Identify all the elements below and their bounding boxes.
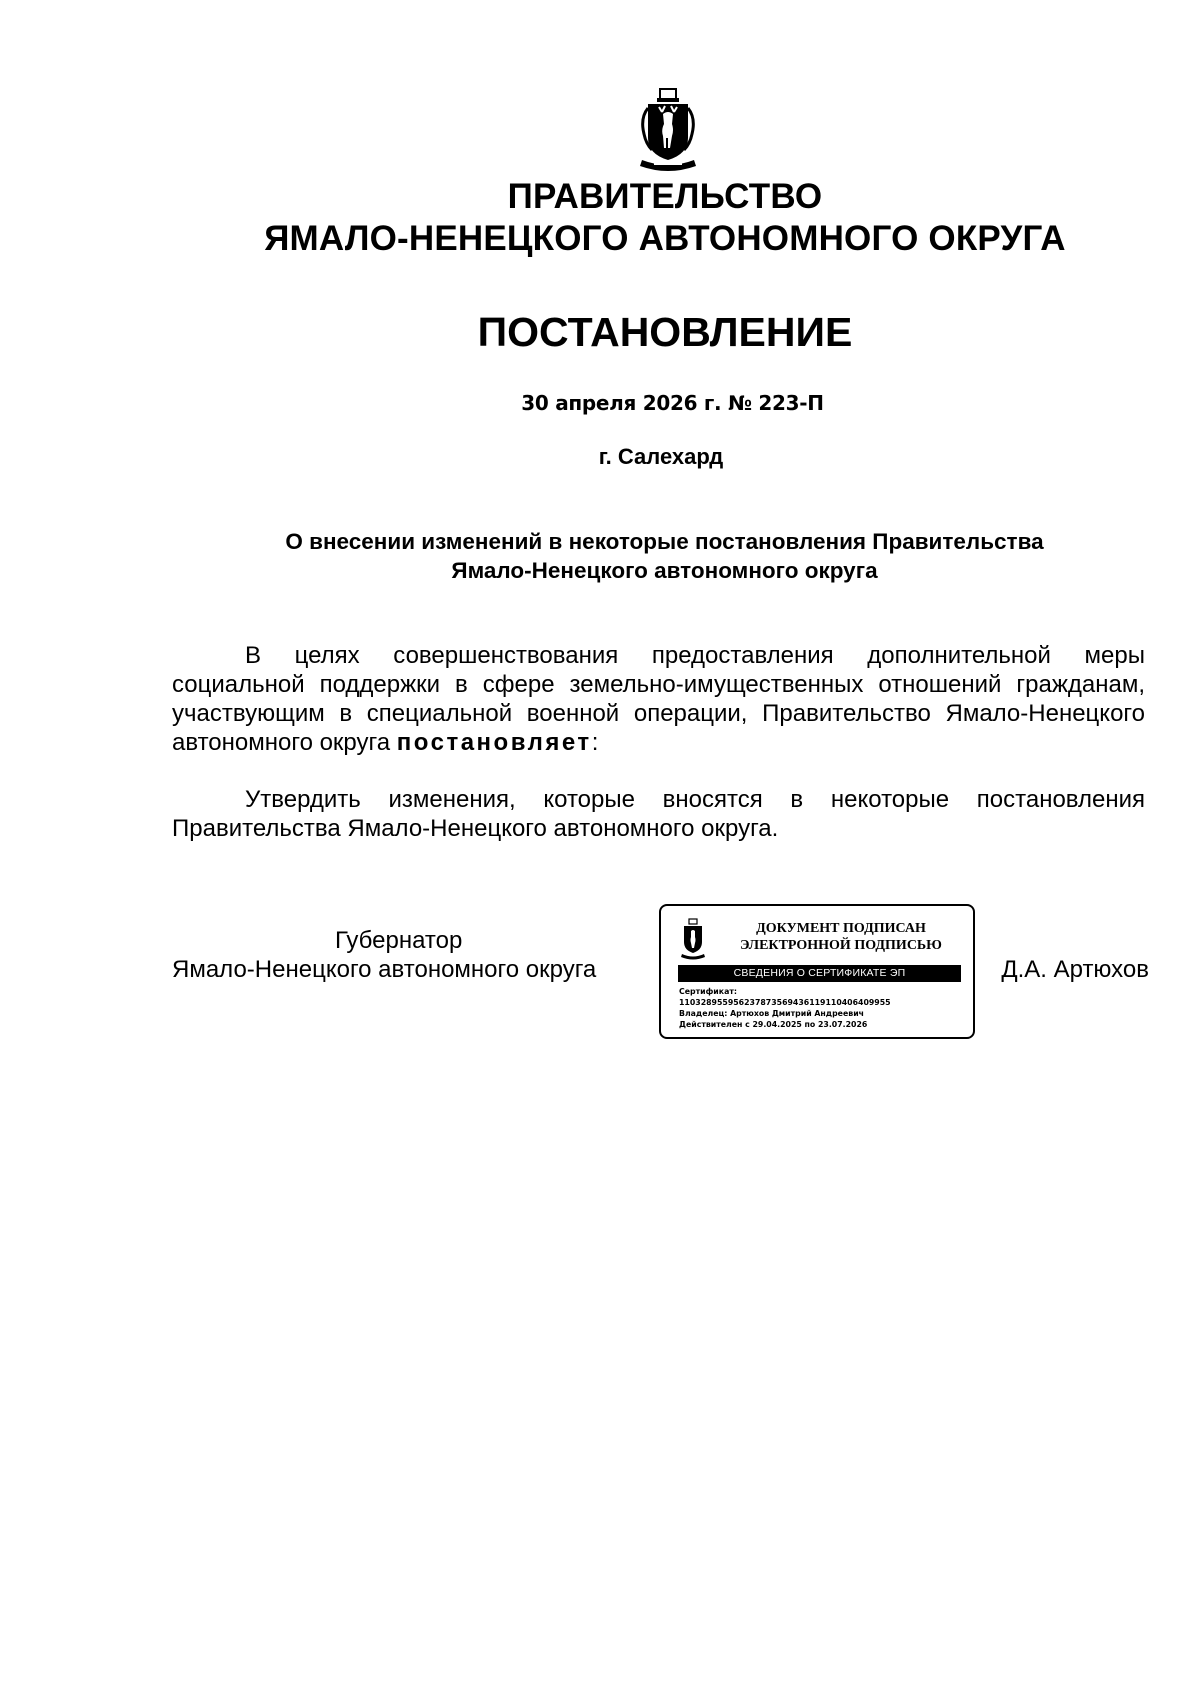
body-paragraph-1 bbox=[172, 641, 1145, 757]
coat-of-arms-icon bbox=[638, 88, 698, 174]
government-name-line1: ПРАВИТЕЛЬСТВО bbox=[507, 177, 823, 216]
signatory-name: Д.А. Артюхов bbox=[1001, 956, 1149, 983]
stamp-heading-line2: ЭЛЕКТРОННОЙ ПОДПИСЬЮ bbox=[740, 938, 942, 953]
document-subject bbox=[172, 527, 1157, 585]
stamp-heading bbox=[731, 920, 951, 954]
document-city: г. Салехард bbox=[598, 444, 724, 469]
certificate-info-bar: СВЕДЕНИЯ О СЕРТИФИКАТЕ ЭП bbox=[678, 965, 961, 982]
signatory-title-line1: Губернатор bbox=[335, 927, 463, 954]
certificate-label: Сертификат: bbox=[679, 987, 737, 996]
certificate-details bbox=[679, 986, 959, 1030]
subject-line1: О внесении изменений в некоторые постановления Правительства bbox=[285, 529, 1044, 554]
subject-line2: Ямало-Ненецкого автономного округа bbox=[451, 558, 878, 583]
paragraph-1-tail: : bbox=[591, 729, 599, 756]
document-date-number: 30 апреля 2026 г. № 223-П bbox=[521, 391, 824, 415]
certificate-number: 110328955956237873569436119110406409955 bbox=[679, 998, 891, 1007]
government-name-line2: ЯМАЛО-НЕНЕЦКОГО АВТОНОМНОГО ОКРУГА bbox=[264, 219, 1066, 258]
paragraph-1-text: В целях совершенствования предоставления дополнительной меры социальной поддержки в сфере земельно-имущественных отношений гражданам, участвующим в специальной военной операции, Правительство Ямало-Ненецкого автономного округа bbox=[172, 642, 1145, 756]
electronic-signature-stamp bbox=[659, 904, 975, 1039]
body-paragraph-2: Утвердить изменения, которые вносятся в некоторые постановления Правительства Ямало-Ненецкого автономного округа. bbox=[172, 786, 1145, 842]
signatory-title-line2: Ямало-Ненецкого автономного округа bbox=[172, 956, 597, 983]
certificate-validity: Действителен с 29.04.2025 по 23.07.2026 bbox=[679, 1020, 868, 1029]
stamp-heading-line1: ДОКУМЕНТ ПОДПИСАН bbox=[756, 921, 926, 936]
decree-keyword: постановляет bbox=[396, 729, 592, 756]
certificate-owner: Владелец: Артюхов Дмитрий Андреевич bbox=[679, 1009, 865, 1018]
stamp-coat-of-arms-icon bbox=[680, 918, 706, 962]
document-type-title: ПОСТАНОВЛЕНИЕ bbox=[477, 309, 853, 355]
